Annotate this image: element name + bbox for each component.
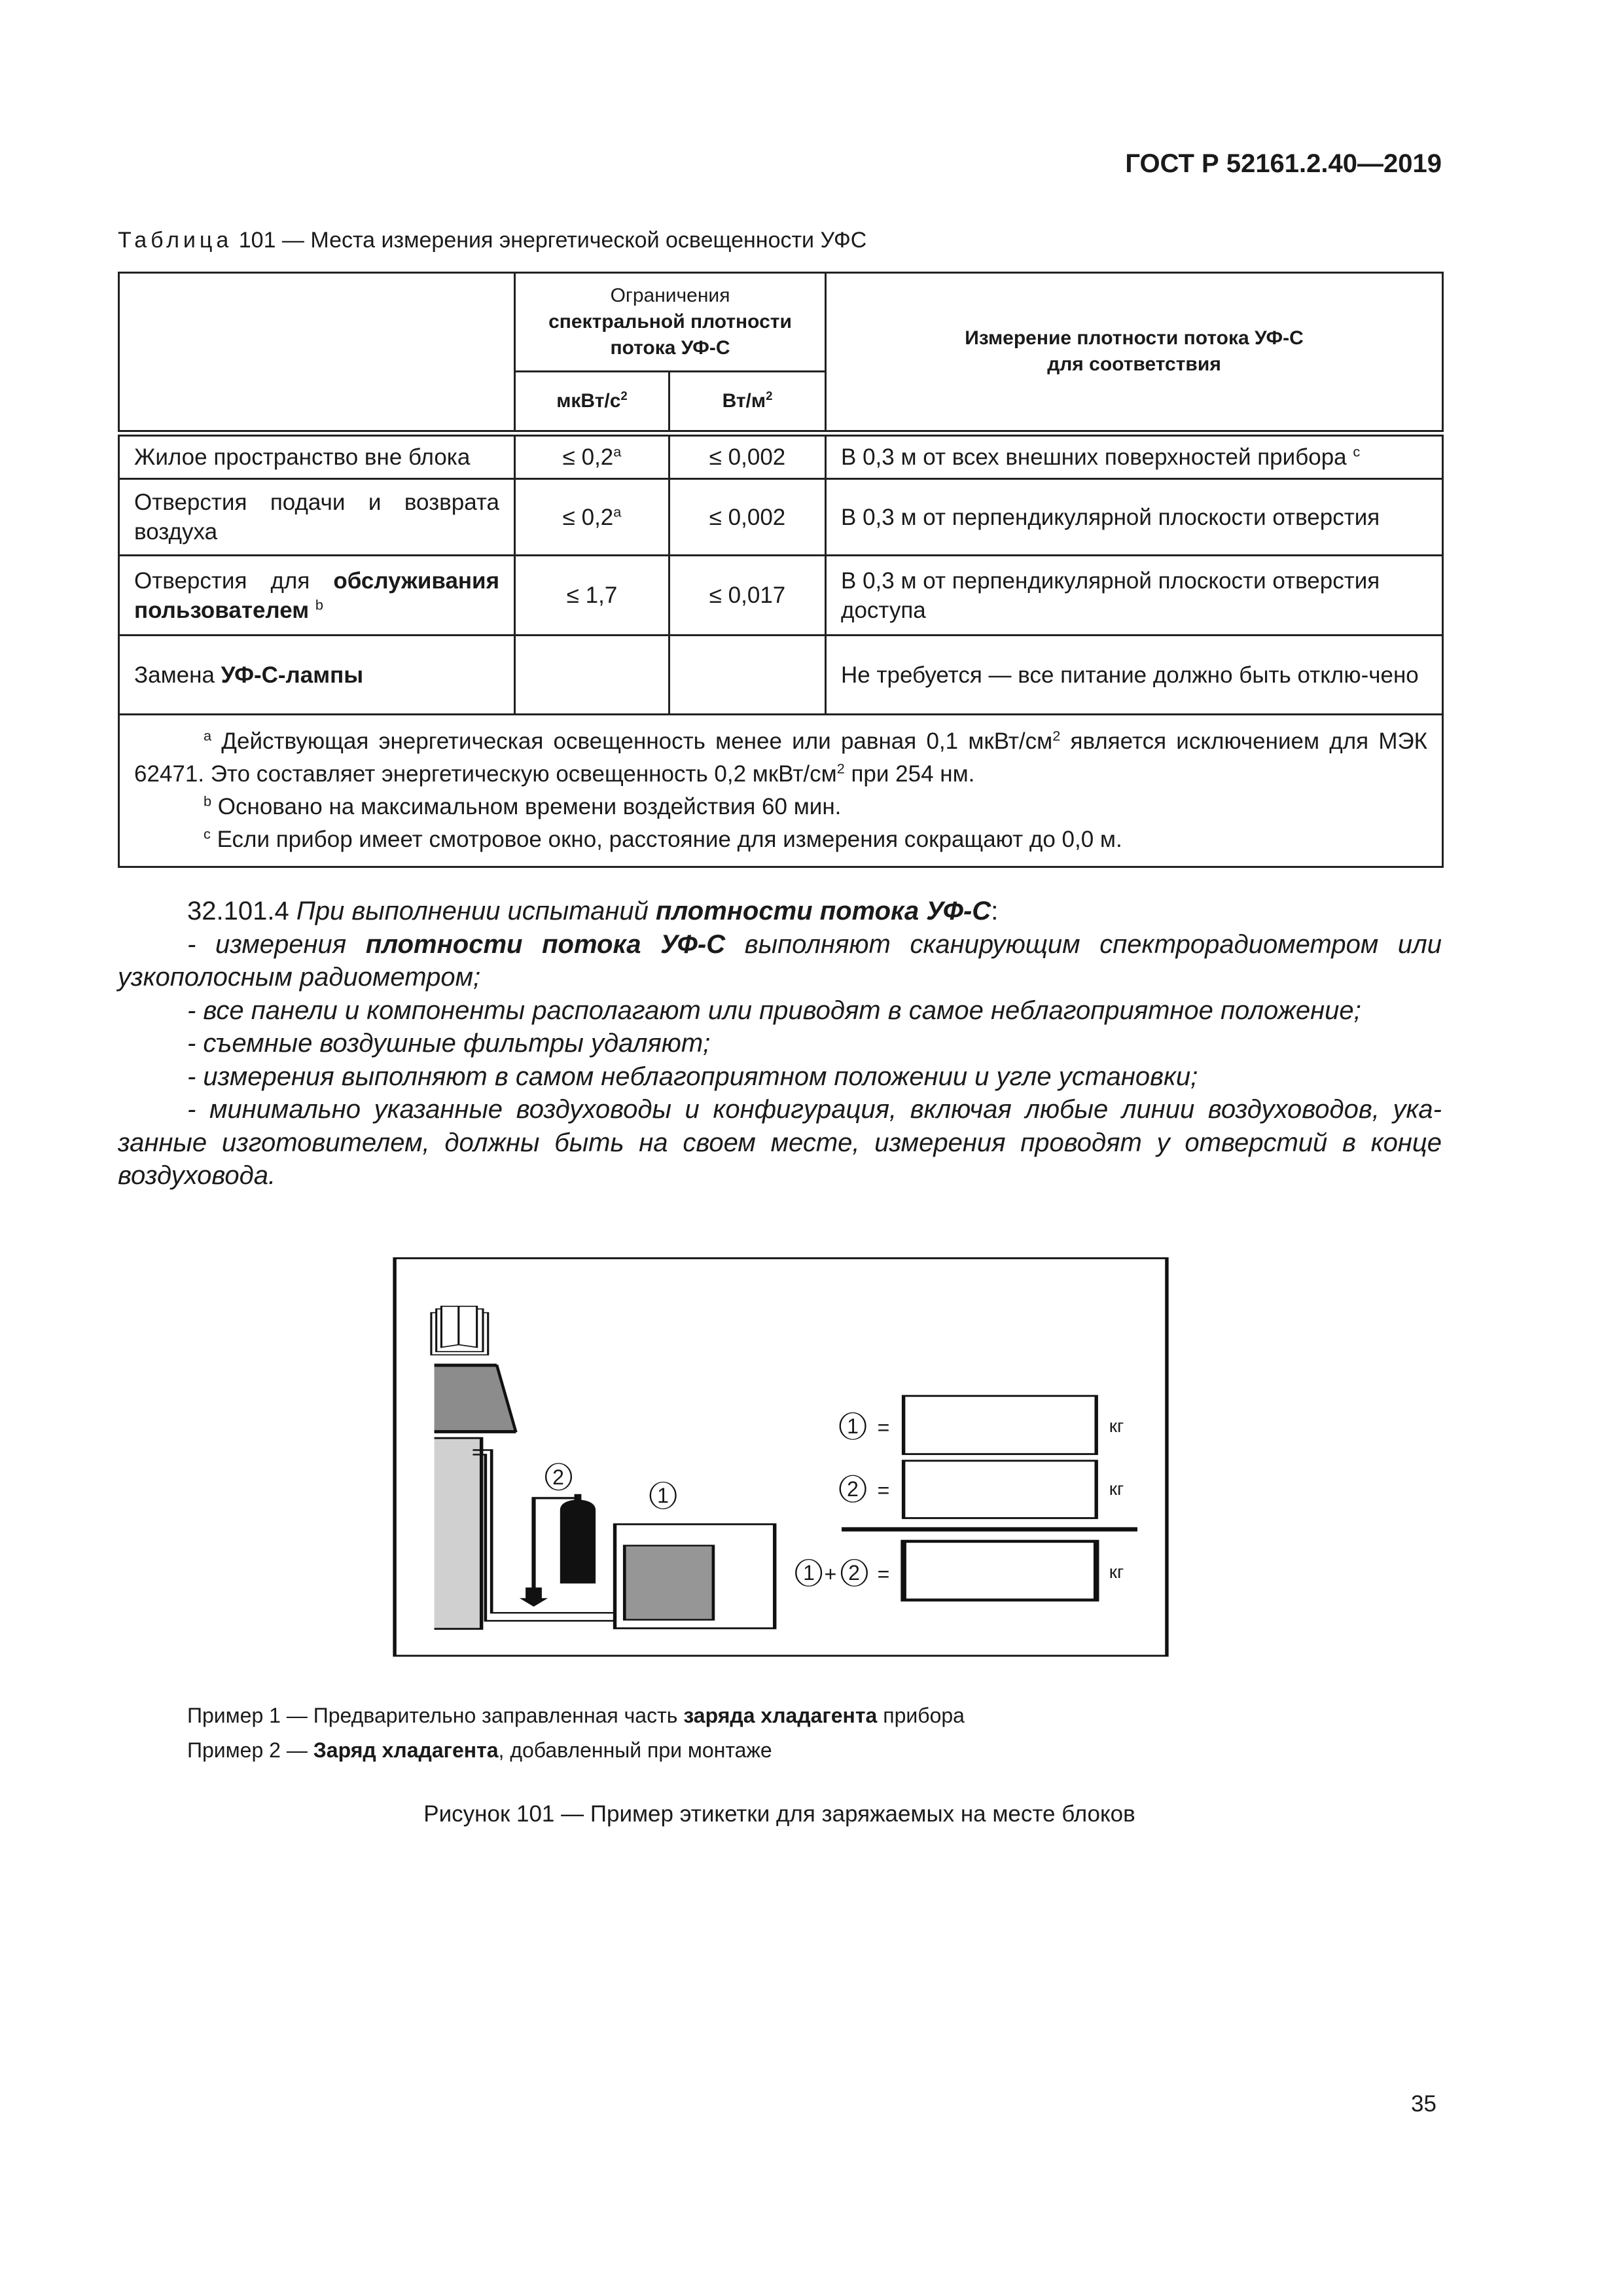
row-measurement: Не требуется — все питание должно быть отклю-чено <box>826 636 1443 715</box>
marker-1-row1: 1 <box>847 1414 859 1438</box>
unit-row1: кг <box>1109 1416 1124 1436</box>
row-place <box>119 636 515 715</box>
marker-2-row2: 2 <box>847 1477 859 1501</box>
table-row <box>119 636 1443 715</box>
charge-field-total[interactable] <box>904 1541 1097 1600</box>
example-text: , добавленный при монтаже <box>498 1738 772 1762</box>
clause-italic: При выполнении испытаний <box>296 897 656 925</box>
footnote-text: Основано на максимальном времени воздействия 60 мин. <box>211 794 842 819</box>
row-place: Отверстия подачи и возврата воздуха <box>119 479 515 556</box>
footnote-ref: a <box>613 443 622 460</box>
page-number: 35 <box>1411 2091 1436 2117</box>
item-text: выполняют сканирующим спектрорадиометром или узкополосным радиометром; <box>118 929 1442 992</box>
list-item: - минимально указанные воздуховоды и конфигурация, включая любые линии воздуховодов, ука-занные изготовителем, должны быть на своем месте, измерения проводят у отверстий в конце воздуховода. <box>118 1095 1442 1190</box>
row-value-w <box>669 636 826 715</box>
example-text: прибора <box>877 1704 965 1727</box>
header-unit-uw <box>515 372 669 433</box>
item-bold: плотности потока УФ-С <box>365 929 726 959</box>
unit-row2: кг <box>1109 1479 1124 1499</box>
row-value-uw <box>515 479 669 556</box>
unit-total: кг <box>1109 1562 1124 1582</box>
row-place <box>119 556 515 636</box>
header-unit-w <box>669 372 826 433</box>
manual-book-icon <box>431 1306 488 1355</box>
footnote-text: Действующая энергетическая освещенность менее или равная 0,1 мкВт/см <box>211 728 1053 754</box>
marker-1-left: 1 <box>657 1484 669 1507</box>
table-row <box>119 479 1443 556</box>
header-empty-cell <box>119 273 515 433</box>
unit-w-text: Вт/м <box>722 389 766 412</box>
sup: 2 <box>1052 727 1061 744</box>
marker-1-total: 1 <box>803 1561 815 1585</box>
row-value-w: ≤ 0,002 <box>669 433 826 479</box>
row-measurement: В 0,3 м от перпендикулярной плоскости отверстия <box>826 479 1443 556</box>
row-value-w: ≤ 0,017 <box>669 556 826 636</box>
table-row <box>119 556 1443 636</box>
place-text: Замена <box>134 662 221 688</box>
header-measurement-line1: Измерение плотности потока УФ-С <box>965 327 1304 350</box>
footnote-text: является исключением для МЭК 62471. Это составляет энергетическую освещенность 0,2 мкВт/см <box>134 728 1428 787</box>
value-text: ≤ 0,2 <box>562 444 614 470</box>
unit-uw-sup: 2 <box>620 388 628 403</box>
charge-field-2[interactable] <box>904 1461 1097 1518</box>
header-measurement-line2: для соответствия <box>1047 353 1221 376</box>
sup: 2 <box>836 760 845 777</box>
footnote-ref: b <box>315 596 323 613</box>
footnote-text: при 254 нм. <box>844 761 975 787</box>
footnote-c <box>134 823 1427 856</box>
equals-row2: = <box>877 1479 890 1502</box>
table-caption <box>118 228 866 253</box>
marker-2-left: 2 <box>552 1465 564 1489</box>
unit-w-sup: 2 <box>766 388 773 403</box>
footnote-ref: a <box>613 503 622 520</box>
measure-text: В 0,3 м от всех внешних поверхностей прибора <box>841 444 1353 470</box>
table-caption-text: 101 — Места измерения энергетической освещенности УФС <box>232 228 867 253</box>
footnote-a <box>134 725 1427 791</box>
list-item: - все панели и компоненты располагают или приводят в самое неблагоприятное положение; <box>187 996 1361 1025</box>
header-limits-line2: спектральной плотности <box>548 311 792 332</box>
header-limits <box>515 273 826 372</box>
footnote-mark: a <box>204 727 212 744</box>
table-footnotes <box>119 715 1443 867</box>
footnote-b <box>134 791 1427 823</box>
footnotes-row <box>119 715 1443 867</box>
measurement-table <box>118 272 1444 868</box>
row-measurement <box>826 433 1443 479</box>
plus-sign: + <box>824 1562 837 1586</box>
equals-row1: = <box>877 1416 890 1439</box>
outdoor-unit-icon <box>435 1365 516 1629</box>
unit-uw-text: мкВт/с <box>556 389 621 412</box>
figure-example-1 <box>187 1704 965 1728</box>
header-measurement <box>826 273 1443 433</box>
footnote-mark: c <box>204 825 211 842</box>
value-text: ≤ 0,2 <box>562 504 614 530</box>
row-value-uw <box>515 636 669 715</box>
header-limits-line3: потока УФ-С <box>610 337 730 359</box>
example-bold: заряда хладагента <box>683 1704 878 1727</box>
charge-field-1[interactable] <box>904 1396 1097 1454</box>
row-measurement: В 0,3 м от перпендикулярной плоскости отверстия доступа <box>826 556 1443 636</box>
item-text: - измерения <box>187 929 366 959</box>
clause-heading <box>118 895 1442 928</box>
footnote-mark: b <box>204 793 212 810</box>
clause-text <box>118 895 1442 1193</box>
list-item: - съемные воздушные фильтры удаляют; <box>187 1029 711 1058</box>
figure-title: Рисунок 101 — Пример этикетки для заряжаемых на месте блоков <box>423 1801 1135 1827</box>
footnote-text: Если прибор имеет смотровое окно, расстояние для измерения сокращают до 0,0 м. <box>210 827 1122 852</box>
figure-example-2 <box>187 1738 772 1763</box>
example-bold: Заряд хладагента <box>313 1738 499 1762</box>
row-value-uw <box>515 433 669 479</box>
clause-bold: плотности потока УФ-С <box>655 897 991 925</box>
refrigerant-label-figure <box>393 1257 1178 1662</box>
place-text: Отверстия для <box>134 567 334 594</box>
place-bold: обслуживания пользователем <box>134 567 499 623</box>
header-limits-line1: Ограничения <box>610 285 730 306</box>
table-row <box>119 433 1443 479</box>
footnote-ref: c <box>1353 443 1361 460</box>
row-place: Жилое пространство вне блока <box>119 433 515 479</box>
document-id: ГОСТ Р 52161.2.40—2019 <box>1125 149 1442 178</box>
row-value-uw: ≤ 1,7 <box>515 556 669 636</box>
list-item <box>118 928 1442 994</box>
example-text: Пример 2 — <box>187 1738 313 1762</box>
place-bold: УФ-С-лампы <box>221 662 364 688</box>
clause-end: : <box>991 897 999 925</box>
clause-number: 32.101.4 <box>187 897 296 925</box>
table-caption-prefix: Таблица <box>118 228 233 253</box>
list-item: - измерения выполняют в самом неблагоприятном положении и угле установки; <box>187 1062 1198 1091</box>
equals-total: = <box>877 1562 890 1586</box>
marker-2-total: 2 <box>848 1561 860 1585</box>
row-value-w: ≤ 0,002 <box>669 479 826 556</box>
indoor-unit-icon <box>615 1524 775 1628</box>
refrigerant-cylinder-icon <box>520 1494 596 1607</box>
example-text: Пример 1 — Предварительно заправленная часть <box>187 1704 684 1727</box>
